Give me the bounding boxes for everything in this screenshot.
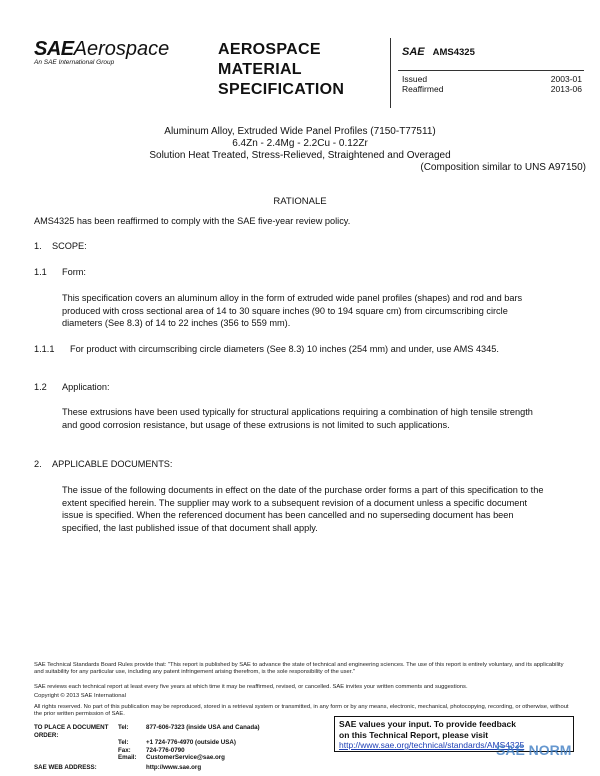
rationale-heading: RATIONALE	[273, 196, 327, 207]
spec-line-3: SPECIFICATION	[218, 81, 345, 98]
material-title	[0, 126, 600, 173]
spec-line-2: MATERIAL	[218, 61, 302, 78]
section-1-1-title: Form:	[62, 267, 86, 277]
web-value[interactable]: http://www.sae.org	[146, 764, 202, 771]
email-value[interactable]: CustomerService@sae.org	[146, 754, 225, 761]
header-divider-horizontal	[398, 70, 584, 71]
fax-label: Fax:	[118, 746, 131, 754]
section-1-2-text: These extrusions have been used typically for structural applications requiring a combination of high tensile strength and good corrosion resistance, but usage of these extrusions is not limited to such applications.	[62, 407, 533, 430]
doc-sae-mark: SAE	[402, 46, 425, 58]
order-info	[34, 724, 326, 762]
fine-print-review: SAE reviews each technical report at least every five years at which time it may be reaffirmed, revised, or cancelled. SAE invites your written comments and suggestions.	[34, 684, 468, 690]
watermark-logo: SAE NORM	[496, 742, 572, 758]
email-label: Email:	[118, 754, 137, 761]
feedback-line-2: on this Technical Report, please visit	[339, 729, 489, 740]
feedback-link[interactable]: http://www.sae.org/technical/standards/AMS4325	[339, 740, 525, 750]
doc-number-text: AMS4325	[432, 47, 475, 58]
fine-print-rules: SAE Technical Standards Board Rules provide that: "This report is published by SAE to advance the state of technical and engineering sciences. The use of this report is entirely voluntary, and its applicability and suitability for any particular use, including any patent infringement arising therefrom, is the sole responsibility of the user."	[34, 662, 564, 675]
issued-value: 2003-01	[550, 74, 582, 84]
tel-label: Tel:	[118, 724, 129, 731]
spec-line-1: AEROSPACE	[218, 41, 321, 58]
fine-print-copyright: Copyright © 2013 SAE International	[34, 693, 126, 699]
tel2-label: Tel:	[118, 739, 129, 746]
section-1-1-1-text: For product with circumscribing circle diameters (See 8.3) 10 inches (254 mm) and under, use AMS 4345.	[70, 344, 499, 354]
web-label: SAE WEB ADDRESS:	[34, 764, 97, 771]
section-2-number: 2.	[34, 459, 42, 469]
document-number	[402, 46, 475, 58]
section-2-text: The issue of the following documents in effect on the date of the purchase order forms a part of this specification to the extent specified herein. The supplier may work to a subsequent revision of a document unless a specific document issue is specified. When the referenced document has been cancelled and no superseding document has been specified, the last published issue of that document shall apply.	[62, 485, 544, 533]
fine-print-rights: All rights reserved. No part of this publication may be reproduced, stored in a retrieval system or transmitted, in any form or by any means, electronic, mechanical, photocopying, recording, or otherwise, without the prior written permission of SAE.	[34, 704, 569, 717]
issue-dates	[402, 74, 588, 94]
logo-subtitle: An SAE International Group	[34, 59, 115, 66]
tel2-value: +1 724-776-4970 (outside USA)	[146, 739, 236, 746]
fax-value: 724-776-0790	[146, 746, 185, 754]
section-1-1-1-number: 1.1.1	[34, 344, 55, 354]
logo-aerospace: Aerospace	[73, 38, 170, 60]
rationale-text: AMS4325 has been reaffirmed to comply with the SAE five-year review policy.	[34, 216, 351, 226]
issued-label: Issued	[402, 74, 428, 84]
reaffirmed-label: Reaffirmed	[402, 84, 444, 94]
document-type-title	[218, 40, 344, 100]
title-line-4: (Composition similar to UNS A97150)	[420, 162, 586, 173]
section-1-2-title: Application:	[62, 382, 110, 392]
section-1-title: SCOPE:	[52, 241, 87, 251]
title-line-1: Aluminum Alloy, Extruded Wide Panel Profiles (7150-T77511)	[164, 126, 436, 137]
logo-sae: SAE	[34, 38, 74, 60]
header-divider-vertical	[390, 38, 391, 108]
tel-value: 877-606-7323 (inside USA and Canada)	[146, 724, 260, 731]
web-address	[34, 764, 201, 771]
feedback-line-1: SAE values your input. To provide feedback	[339, 719, 516, 729]
section-1-number: 1.	[34, 241, 42, 251]
section-1-1-number: 1.1	[34, 267, 47, 277]
order-label: TO PLACE A DOCUMENT ORDER:	[34, 724, 109, 739]
title-line-2: 6.4Zn - 2.4Mg - 2.2Cu - 0.12Zr	[232, 138, 368, 149]
section-1-2-number: 1.2	[34, 382, 47, 392]
reaffirmed-value: 2013-06	[550, 84, 582, 94]
section-2-title: APPLICABLE DOCUMENTS:	[52, 459, 173, 469]
section-1-1-text: This specification covers an aluminum alloy in the form of extruded wide panel profiles (shapes) and rod and bars produced with cross sectional area of 14 to 30 square inches (90 to 194 square cm) from circumscribing circle diameters (See 8.3) of 14 to 22 inches (356 to 559 mm).	[62, 293, 523, 328]
title-line-3: Solution Heat Treated, Stress-Relieved, Straightened and Overaged	[149, 150, 451, 161]
sae-aerospace-logo	[34, 38, 169, 66]
